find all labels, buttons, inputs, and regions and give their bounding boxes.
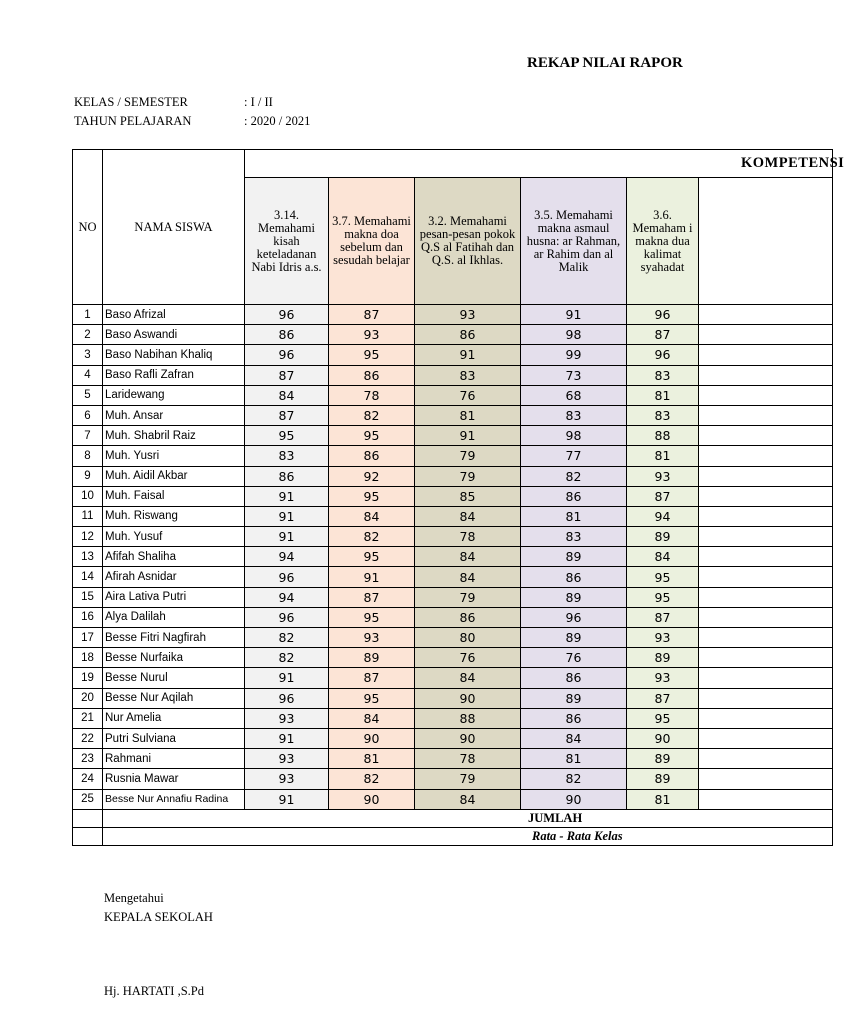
score-cell: 89 (329, 648, 415, 668)
student-name: Muh. Yusri (103, 446, 245, 466)
score-cell: 83 (245, 446, 329, 466)
student-name: Nur Amelia (103, 708, 245, 728)
score-cell: 83 (521, 405, 627, 425)
score-cell: 82 (521, 769, 627, 789)
score-cell: 95 (627, 708, 699, 728)
row-number: 24 (73, 769, 103, 789)
score-cell: 84 (329, 506, 415, 526)
empty-cell (699, 708, 833, 728)
score-cell: 95 (627, 587, 699, 607)
score-cell: 84 (415, 547, 521, 567)
jumlah-no-cell (73, 809, 103, 827)
empty-cell (699, 345, 833, 365)
score-cell: 83 (627, 405, 699, 425)
student-name: Muh. Aidil Akbar (103, 466, 245, 486)
competency-header-5: 3.6. Memaham i makna dua kalimat syahadat (627, 178, 699, 305)
score-cell: 81 (627, 385, 699, 405)
row-number: 3 (73, 345, 103, 365)
table-row (73, 405, 833, 425)
student-name: Aira Lativa Putri (103, 587, 245, 607)
score-cell: 88 (415, 708, 521, 728)
score-cell: 76 (415, 648, 521, 668)
score-cell: 89 (627, 648, 699, 668)
table-row (73, 688, 833, 708)
row-number: 8 (73, 446, 103, 466)
score-cell: 93 (627, 668, 699, 688)
student-name: Besse Fitri Nagfirah (103, 628, 245, 648)
kompetensi-group-header: KOMPETENSI (245, 150, 833, 178)
competency-header-4: 3.5. Memahami makna asmaul husna: ar Rahman, ar Rahim dan al Malik (521, 178, 627, 305)
score-cell: 89 (521, 628, 627, 648)
score-cell: 90 (415, 688, 521, 708)
score-cell: 79 (415, 446, 521, 466)
rata-rata-kelas-label: Rata - Rata Kelas (103, 827, 833, 845)
score-cell: 96 (245, 607, 329, 627)
score-cell: 91 (245, 527, 329, 547)
student-name: Besse Nur Aqilah (103, 688, 245, 708)
score-cell: 84 (415, 567, 521, 587)
competency-header-2: 3.7. Memahami makna doa sebelum dan sesudah belajar (329, 178, 415, 305)
score-cell: 84 (415, 789, 521, 809)
score-cell: 89 (521, 688, 627, 708)
score-cell: 98 (521, 426, 627, 446)
score-cell: 93 (245, 749, 329, 769)
score-cell: 99 (521, 345, 627, 365)
score-cell: 90 (329, 728, 415, 748)
score-cell: 95 (245, 426, 329, 446)
score-cell: 85 (415, 486, 521, 506)
signature-mengetahui: Mengetahui (104, 891, 164, 905)
score-cell: 79 (415, 466, 521, 486)
score-cell: 95 (329, 345, 415, 365)
score-cell: 92 (329, 466, 415, 486)
score-cell: 95 (329, 486, 415, 506)
student-name: Rahmani (103, 749, 245, 769)
student-name: Putri Sulviana (103, 728, 245, 748)
tahun-pelajaran-value: : 2020 / 2021 (244, 114, 311, 128)
tahun-pelajaran-line (74, 114, 310, 129)
student-name: Muh. Yusuf (103, 527, 245, 547)
table-row (73, 708, 833, 728)
score-cell: 93 (627, 628, 699, 648)
row-number: 21 (73, 708, 103, 728)
score-cell: 96 (521, 607, 627, 627)
score-cell: 86 (521, 486, 627, 506)
score-cell: 91 (245, 789, 329, 809)
score-cell: 79 (415, 769, 521, 789)
score-cell: 82 (245, 648, 329, 668)
empty-cell (699, 365, 833, 385)
row-number: 7 (73, 426, 103, 446)
score-cell: 86 (415, 325, 521, 345)
score-cell: 90 (329, 789, 415, 809)
row-number: 4 (73, 365, 103, 385)
score-cell: 87 (627, 486, 699, 506)
score-cell: 84 (415, 506, 521, 526)
grades-table-body (73, 305, 833, 810)
score-cell: 82 (329, 527, 415, 547)
empty-cell (699, 789, 833, 809)
grades-table (72, 149, 844, 846)
student-name: Muh. Faisal (103, 486, 245, 506)
score-cell: 82 (329, 405, 415, 425)
score-cell: 93 (415, 305, 521, 325)
score-cell: 87 (329, 587, 415, 607)
score-cell: 98 (521, 325, 627, 345)
score-cell: 81 (329, 749, 415, 769)
empty-cell (699, 426, 833, 446)
score-cell: 86 (415, 607, 521, 627)
table-row (73, 628, 833, 648)
score-cell: 91 (329, 567, 415, 587)
row-number: 23 (73, 749, 103, 769)
competency-header-3: 3.2. Memahami pesan-pesan pokok Q.S al Fatihah dan Q.S. al Ikhlas. (415, 178, 521, 305)
table-row (73, 385, 833, 405)
row-number: 22 (73, 728, 103, 748)
empty-cell (699, 305, 833, 325)
score-cell: 89 (521, 547, 627, 567)
table-row (73, 506, 833, 526)
score-cell: 82 (245, 628, 329, 648)
empty-cell (699, 405, 833, 425)
score-cell: 93 (245, 769, 329, 789)
empty-cell (699, 628, 833, 648)
score-cell: 82 (521, 466, 627, 486)
signature-name: Hj. HARTATI ,S.Pd (104, 984, 204, 998)
col-name-header: NAMA SISWA (103, 150, 245, 305)
student-name: Baso Aswandi (103, 325, 245, 345)
score-cell: 91 (415, 345, 521, 365)
kelas-semester-line (74, 95, 273, 110)
page-title: REKAP NILAI RAPOR (527, 55, 683, 71)
score-cell: 96 (245, 688, 329, 708)
score-cell: 86 (521, 567, 627, 587)
empty-cell (699, 547, 833, 567)
empty-cell (699, 749, 833, 769)
score-cell: 93 (245, 708, 329, 728)
score-cell: 89 (521, 587, 627, 607)
col-no-header: NO (73, 150, 103, 305)
empty-cell (699, 607, 833, 627)
empty-cell (699, 769, 833, 789)
score-cell: 79 (415, 587, 521, 607)
score-cell: 81 (415, 405, 521, 425)
row-number: 6 (73, 405, 103, 425)
student-name: Muh. Shabril Raiz (103, 426, 245, 446)
table-row (73, 365, 833, 385)
score-cell: 81 (521, 506, 627, 526)
score-cell: 90 (521, 789, 627, 809)
row-number: 14 (73, 567, 103, 587)
score-cell: 83 (627, 365, 699, 385)
score-cell: 95 (627, 567, 699, 587)
score-cell: 96 (245, 345, 329, 365)
score-cell: 93 (627, 466, 699, 486)
row-number: 18 (73, 648, 103, 668)
score-cell: 86 (521, 668, 627, 688)
score-cell: 94 (627, 506, 699, 526)
score-cell: 76 (415, 385, 521, 405)
score-cell: 95 (329, 688, 415, 708)
table-row (73, 527, 833, 547)
score-cell: 87 (245, 405, 329, 425)
score-cell: 86 (245, 325, 329, 345)
kelas-semester-value: : I / II (244, 95, 273, 109)
empty-cell (699, 506, 833, 526)
competency-header-6 (699, 178, 833, 305)
score-cell: 96 (245, 567, 329, 587)
score-cell: 86 (245, 466, 329, 486)
student-name: Baso Afrizal (103, 305, 245, 325)
table-row (73, 446, 833, 466)
table-row (73, 749, 833, 769)
rata-no-cell (73, 827, 103, 845)
row-number: 9 (73, 466, 103, 486)
score-cell: 83 (415, 365, 521, 385)
table-row (73, 567, 833, 587)
table-row (73, 769, 833, 789)
empty-cell (699, 587, 833, 607)
score-cell: 78 (415, 749, 521, 769)
score-cell: 91 (415, 426, 521, 446)
table-row (73, 547, 833, 567)
score-cell: 78 (415, 527, 521, 547)
tahun-pelajaran-label: TAHUN PELAJARAN (74, 114, 192, 128)
student-name: Rusnia Mawar (103, 769, 245, 789)
score-cell: 86 (329, 365, 415, 385)
score-cell: 87 (245, 365, 329, 385)
score-cell: 84 (415, 668, 521, 688)
kelas-semester-label: KELAS / SEMESTER (74, 95, 188, 109)
table-row (73, 426, 833, 446)
signature-role: KEPALA SEKOLAH (104, 910, 213, 924)
row-number: 16 (73, 607, 103, 627)
score-cell: 86 (329, 446, 415, 466)
student-name: Muh. Riswang (103, 506, 245, 526)
score-cell: 80 (415, 628, 521, 648)
empty-cell (699, 688, 833, 708)
score-cell: 73 (521, 365, 627, 385)
row-number: 25 (73, 789, 103, 809)
table-row (73, 668, 833, 688)
score-cell: 89 (627, 769, 699, 789)
score-cell: 96 (245, 305, 329, 325)
score-cell: 84 (329, 708, 415, 728)
competency-header-1: 3.14. Memahami kisah keteladanan Nabi Idris a.s. (245, 178, 329, 305)
score-cell: 96 (627, 345, 699, 365)
score-cell: 94 (245, 547, 329, 567)
score-cell: 81 (627, 789, 699, 809)
empty-cell (699, 527, 833, 547)
table-row (73, 789, 833, 809)
score-cell: 87 (627, 688, 699, 708)
score-cell: 91 (245, 506, 329, 526)
score-cell: 95 (329, 426, 415, 446)
score-cell: 93 (329, 325, 415, 345)
row-number: 12 (73, 527, 103, 547)
empty-cell (699, 728, 833, 748)
student-name: Besse Nurul (103, 668, 245, 688)
student-name: Besse Nur Annafiu Radina (103, 789, 245, 809)
student-name: Muh. Ansar (103, 405, 245, 425)
row-number: 13 (73, 547, 103, 567)
score-cell: 96 (627, 305, 699, 325)
score-cell: 87 (627, 607, 699, 627)
student-name: Baso Nabihan Khaliq (103, 345, 245, 365)
score-cell: 68 (521, 385, 627, 405)
row-number: 1 (73, 305, 103, 325)
empty-cell (699, 446, 833, 466)
score-cell: 87 (329, 305, 415, 325)
table-row (73, 587, 833, 607)
score-cell: 82 (329, 769, 415, 789)
score-cell: 84 (627, 547, 699, 567)
table-row (73, 648, 833, 668)
score-cell: 94 (245, 587, 329, 607)
row-number: 20 (73, 688, 103, 708)
score-cell: 84 (521, 728, 627, 748)
empty-cell (699, 668, 833, 688)
score-cell: 76 (521, 648, 627, 668)
score-cell: 83 (521, 527, 627, 547)
score-cell: 90 (415, 728, 521, 748)
empty-cell (699, 486, 833, 506)
score-cell: 81 (627, 446, 699, 466)
table-row (73, 466, 833, 486)
table-row (73, 305, 833, 325)
row-number: 15 (73, 587, 103, 607)
table-row (73, 486, 833, 506)
row-number: 2 (73, 325, 103, 345)
table-row (73, 345, 833, 365)
student-name: Afirah Asnidar (103, 567, 245, 587)
score-cell: 88 (627, 426, 699, 446)
table-row (73, 728, 833, 748)
empty-cell (699, 648, 833, 668)
row-number: 17 (73, 628, 103, 648)
score-cell: 91 (521, 305, 627, 325)
table-row (73, 607, 833, 627)
row-number: 19 (73, 668, 103, 688)
empty-cell (699, 325, 833, 345)
score-cell: 95 (329, 607, 415, 627)
student-name: Besse Nurfaika (103, 648, 245, 668)
student-name: Alya Dalilah (103, 607, 245, 627)
score-cell: 87 (329, 668, 415, 688)
table-row (73, 325, 833, 345)
score-cell: 93 (329, 628, 415, 648)
student-name: Afifah Shaliha (103, 547, 245, 567)
score-cell: 84 (245, 385, 329, 405)
student-name: Baso Rafli Zafran (103, 365, 245, 385)
row-number: 5 (73, 385, 103, 405)
row-number: 10 (73, 486, 103, 506)
score-cell: 95 (329, 547, 415, 567)
score-cell: 89 (627, 527, 699, 547)
score-cell: 91 (245, 486, 329, 506)
score-cell: 91 (245, 668, 329, 688)
score-cell: 77 (521, 446, 627, 466)
empty-cell (699, 385, 833, 405)
empty-cell (699, 466, 833, 486)
row-number: 11 (73, 506, 103, 526)
student-name: Laridewang (103, 385, 245, 405)
score-cell: 86 (521, 708, 627, 728)
score-cell: 78 (329, 385, 415, 405)
score-cell: 81 (521, 749, 627, 769)
score-cell: 89 (627, 749, 699, 769)
grades-table-container (72, 149, 844, 859)
score-cell: 91 (245, 728, 329, 748)
score-cell: 90 (627, 728, 699, 748)
score-cell: 87 (627, 325, 699, 345)
empty-cell (699, 567, 833, 587)
jumlah-label: JUMLAH (103, 809, 833, 827)
